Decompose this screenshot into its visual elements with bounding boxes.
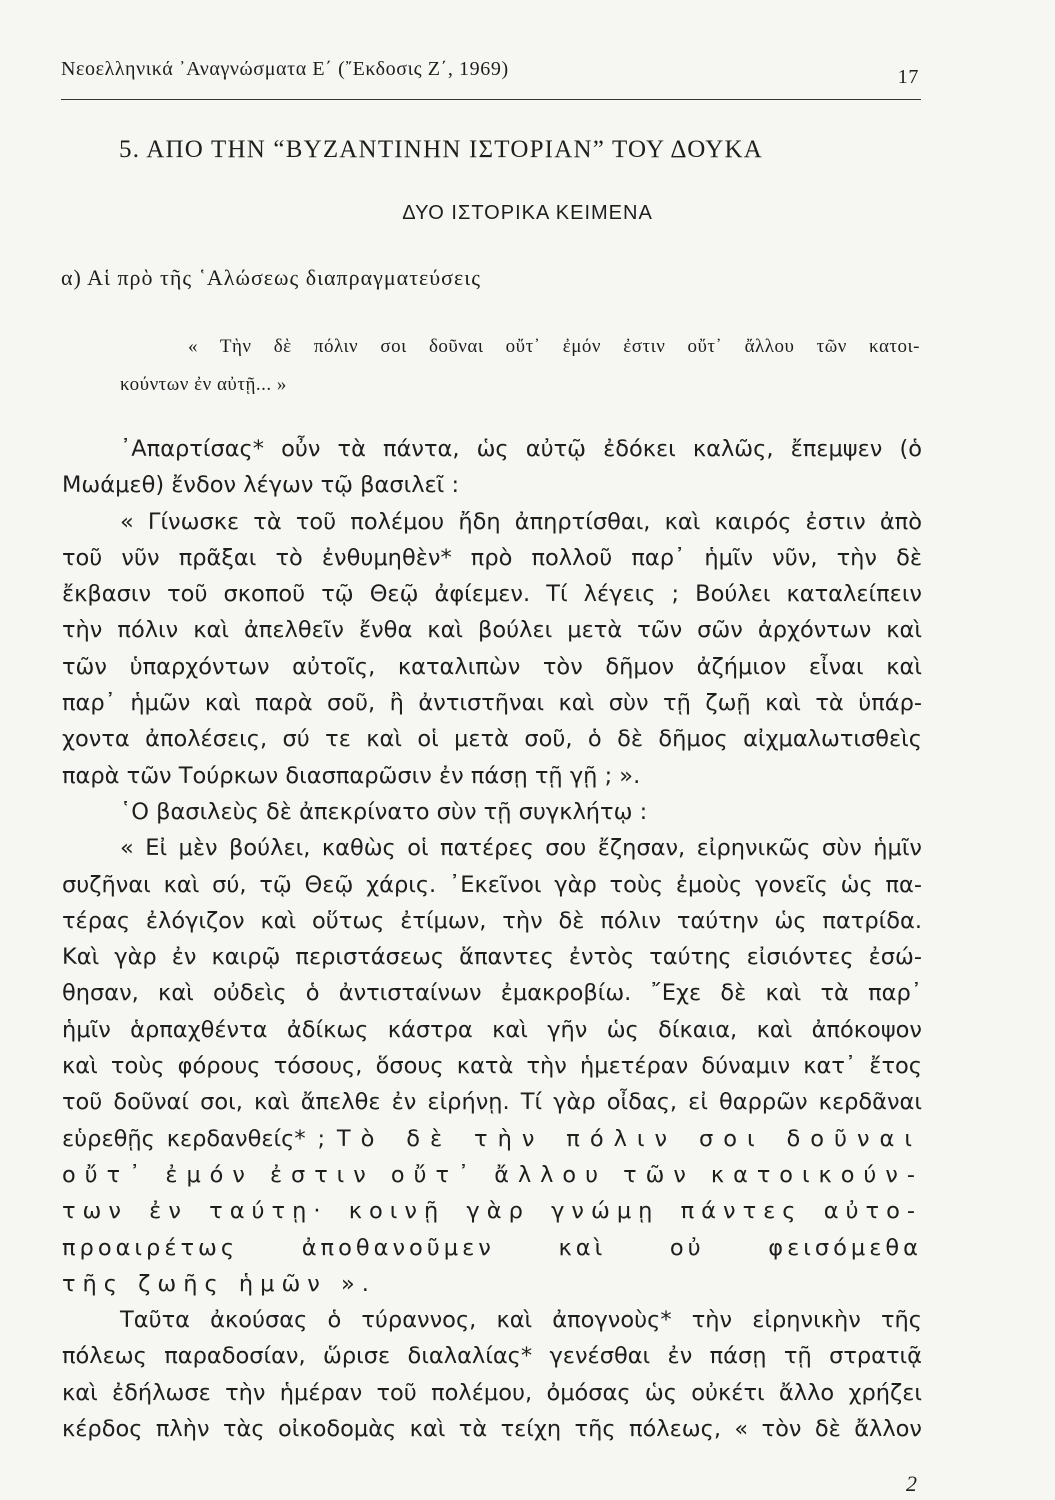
page-number: 17	[897, 66, 919, 88]
text-line: τὴν πόλιν καὶ ἀπελθεῖν ἔνθα καὶ βούλει μετὰ τῶν σῶν ἀρχόντων καὶ	[62, 617, 922, 644]
text-line: « Γίνωσκε τὰ τοῦ πολέμου ἤδη ἀπηρτίσθαι, καὶ καιρός ἐστιν ἀπὸ	[120, 508, 922, 535]
text-line: συζῆναι καὶ σύ, τῷ Θεῷ χάρις. ᾿Εκεῖνοι γὰρ τοὺς ἐμοὺς γονεῖς ὡς πα-	[62, 871, 922, 898]
text-line: ἔκβασιν τοῦ σκοποῦ τῷ Θεῷ ἀφίεμεν. Τί λέγεις ; Βούλει καταλείπειν	[62, 581, 922, 608]
spaced-text-line: τῆς ζωῆς ἡμῶν ».	[62, 1270, 376, 1297]
text-line: τέρας ἐλόγιζον καὶ οὕτως ἐτίμων, τὴν δὲ πόλιν ταύτην ὡς πατρίδα.	[62, 907, 922, 934]
text-line: κέρδος πλὴν τὰς οἰκοδομὰς καὶ τὰ τείχη τῆς πόλεως, « τὸν δὲ ἄλλον	[62, 1416, 922, 1443]
spaced-text-line: των ἐν ταύτῃ· κοινῇ γὰρ γνώμῃ πάντες αὐτο-	[62, 1198, 922, 1225]
text-line: « Εἰ μὲν βούλει, καθὼς οἱ πατέρες σου ἔζησαν, εἰρηνικῶς σὺν ἡμῖν	[120, 835, 922, 862]
text-line: καὶ ἐδήλωσε τὴν ἡμέραν τοῦ πολέμου, ὀμόσας ὡς οὐκέτι ἄλλο χρήζει	[62, 1379, 922, 1406]
text-line: ᾿Απαρτίσας* οὖν τὰ πάντα, ὡς αὐτῷ ἐδόκει καλῶς, ἔπεμψεν (ὁ	[120, 436, 922, 462]
spaced-text-line: οὔτ᾿ ἐμόν ἐστιν οὔτ᾿ ἄλλου τῶν κατοικούν-	[62, 1161, 924, 1188]
text-line: πόλεως παραδοσίαν, ὥρισε διαλαλίας* γενέσθαι ἐν πάσῃ τῇ στρατιᾷ	[62, 1343, 922, 1370]
text-line: τοῦ νῦν πρᾶξαι τὸ ἐνθυμηθὲν* πρὸ πολλοῦ παρ᾿ ἡμῖν νῦν, τὴν δὲ	[62, 544, 922, 571]
text-line: θησαν, καὶ οὐδεὶς ὁ ἀντισταίνων ἐμακροβίω. ῎Εχε δὲ καὶ τὰ παρ᾿	[62, 980, 922, 1007]
epigraph-quote	[120, 328, 920, 404]
text-line: Μωάμεθ) ἔνδον λέγων τῷ βασιλεῖ :	[62, 472, 460, 499]
text-line: χοντα ἀπολέσεις, σύ τε καὶ οἱ μετὰ σοῦ, ὁ δὲ δῆμος αἰχμαλωτισθεὶς	[62, 726, 922, 753]
running-title: Νεοελληνικά ᾿Αναγνώσματα Ε΄ (῎Εκδοσις Ζ΄, 1969)	[61, 58, 509, 80]
text-line: ἡμῖν ἁρπαχθέντα ἀδίκως κάστρα καὶ γῆν ὡς δίκαια, καὶ ἀπόκοψον	[62, 1016, 922, 1043]
text-segment: εὑρεθῇς κερδανθείς* ;	[62, 1125, 326, 1152]
text-line: παρὰ τῶν Τούρκων διασπαρῶσιν ἐν πάσῃ τῇ γῇ ; ».	[62, 762, 641, 789]
spaced-text-segment: Τὸ δὲ τὴν πόλιν σοι δοῦναι	[336, 1125, 923, 1152]
running-header	[61, 58, 919, 88]
chapter-subtitle: ΔΥΟ ΙΣΤΟΡΙΚΑ ΚΕΙΜΕΝΑ	[402, 202, 653, 224]
text-line: Ταῦτα ἀκούσας ὁ τύραννος, καὶ ἀπογνοὺς* τὴν εἰρηνικὴν τῆς	[120, 1307, 922, 1334]
text-line	[62, 1121, 922, 1157]
text-line: τοῦ δοῦναί σοι, καὶ ἄπελθε ἐν εἰρήνῃ. Τί γὰρ οἶδας, εἰ θαρρῶν κερδᾶναι	[62, 1089, 922, 1116]
text-line: Καὶ γὰρ ἐν καιρῷ περιστάσεως ἅπαντες ἐντὸς ταύτης εἰσιόντες ἐσώ-	[62, 944, 922, 971]
section-heading: α) Αἱ πρὸ τῆς ῾Αλώσεως διαπραγματεύσεις	[61, 265, 481, 290]
text-line: καὶ τοὺς φόρους τόσους, ὅσους κατὰ τὴν ἡμετέραν δύναμιν κατ᾿ ἔτος	[62, 1053, 922, 1080]
text-line: τῶν ὑπαρχόντων αὐτοῖς, καταλιπὼν τὸν δῆμον ἀζήμιον εἶναι καὶ	[62, 653, 922, 680]
epigraph-line: κούντων ἐν αὐτῇ... »	[120, 374, 287, 395]
text-line: ῾Ο βασιλεὺς δὲ ἀπεκρίνατο σὺν τῇ συγκλήτῳ :	[120, 798, 648, 825]
epigraph-line: « Τὴν δὲ πόλιν σοι δοῦναι οὔτ᾿ ἐμόν ἐστιν οὔτ᾿ ἄλλου τῶν κατοι-	[188, 336, 920, 357]
header-rule	[61, 99, 921, 100]
spaced-text-line: προαιρέτως ἀποθανοῦμεν καὶ οὐ φεισόμεθα	[62, 1234, 922, 1261]
chapter-title: 5. ΑΠΟ ΤΗΝ “ΒΥΖΑΝΤΙΝΗΝ ΙΣΤΟΡΙΑΝ” ΤΟΥ ΔΟΥΚΑ	[119, 136, 764, 163]
signature-mark: 2	[906, 1471, 917, 1496]
text-line: παρ᾿ ἡμῶν καὶ παρὰ σοῦ, ἢ ἀντιστῆναι καὶ σὺν τῇ ζωῇ καὶ τὰ ὑπάρ-	[62, 690, 922, 717]
body-text	[62, 431, 922, 1447]
